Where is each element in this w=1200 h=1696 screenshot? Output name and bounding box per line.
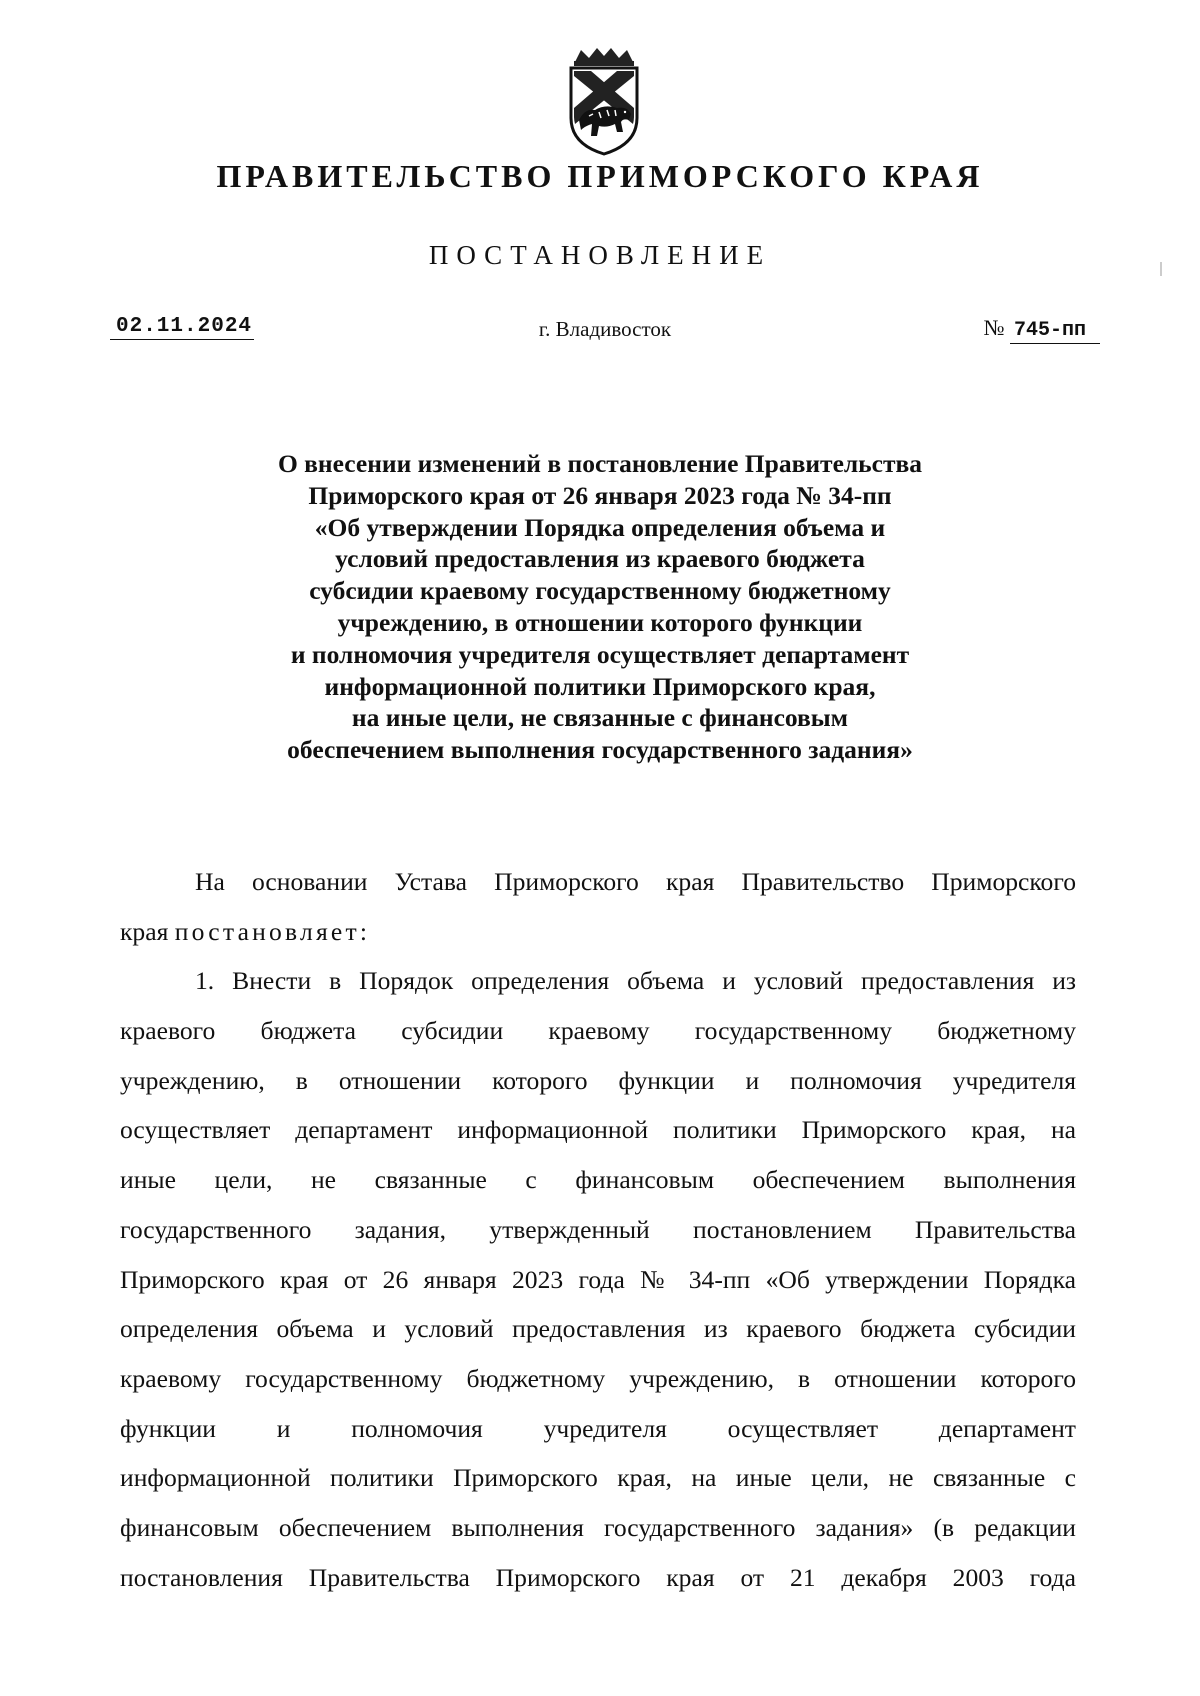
organization-name: ПРАВИТЕЛЬСТВО ПРИМОРСКОГО КРАЯ — [216, 158, 984, 194]
item1-line: определения объема и условий предоставления из краевого бюджета субсидии — [120, 1314, 1076, 1344]
document-city: г. Владивосток — [538, 317, 672, 341]
title-line: Приморского края от 26 января 2023 года № 34-пп — [308, 480, 892, 510]
document-date: 02.11.2024 — [110, 315, 254, 340]
document-number — [983, 315, 1100, 342]
item1-line: краевого бюджета субсидии краевому государственному бюджетному — [120, 1016, 1076, 1046]
title-line: О внесении изменений в постановление Правительства — [277, 449, 923, 478]
item1-line: осуществляет департамент информационной политики Приморского края, на — [120, 1115, 1076, 1145]
resolves-word: постановляет: — [174, 916, 371, 946]
title-line: и полномочия учредителя осуществляет департамент — [290, 639, 910, 669]
title-line: «Об утверждении Порядка определения объема и — [314, 512, 886, 542]
preamble-line: На основании Устава Приморского края Правительство Приморского — [195, 867, 1076, 896]
item1-line: краевому государственному бюджетному учреждению, в отношении которого — [120, 1363, 1076, 1393]
number-value: 745-пп — [1010, 319, 1100, 344]
title-line: учреждению, в отношении которого функции — [337, 607, 863, 637]
item1-line: Приморского края от 26 января 2023 года № 34-пп «Об утверждении Порядка — [120, 1264, 1076, 1294]
item1-line: постановления Правительства Приморского края от 21 декабря 2003 года — [120, 1562, 1076, 1592]
item1-line: иные цели, не связанные с финансовым обеспечением выполнения — [120, 1165, 1076, 1195]
scan-mark — [1160, 262, 1162, 276]
title-line: условий предоставления из краевого бюджета — [335, 544, 865, 574]
preamble-line — [120, 907, 1076, 957]
title-line: обеспечением выполнения государственного задания» — [287, 735, 913, 765]
document-body — [120, 857, 1076, 1602]
item1-line: 1. Внести в Порядок определения объема и условий предоставления из — [195, 966, 1076, 996]
document-title — [150, 448, 1050, 766]
title-line: информационной политики Приморского края, — [324, 671, 876, 701]
title-line: на иные цели, не связанные с финансовым — [351, 703, 849, 733]
number-sign: № — [983, 315, 1005, 340]
item1-line: функции и полномочия учредителя осуществляет департамент — [120, 1413, 1076, 1443]
preamble-word: края — [120, 916, 169, 946]
item1-line: учреждению, в отношении которого функции и полномочия учредителя — [120, 1065, 1076, 1095]
item1-line: финансовым обеспечением выполнения государственного задания» (в редакции — [120, 1512, 1076, 1542]
title-line: субсидии краевому государственному бюджетному — [309, 576, 891, 606]
document-meta — [110, 315, 1100, 355]
primorsky-krai-coat-of-arms-icon — [561, 48, 647, 158]
item1-line: государственного задания, утвержденный постановлением Правительства — [120, 1214, 1076, 1244]
item1-line: информационной политики Приморского края, на иные цели, не связанные с — [120, 1463, 1076, 1493]
document-type: ПОСТАНОВЛЕНИЕ — [428, 240, 772, 270]
